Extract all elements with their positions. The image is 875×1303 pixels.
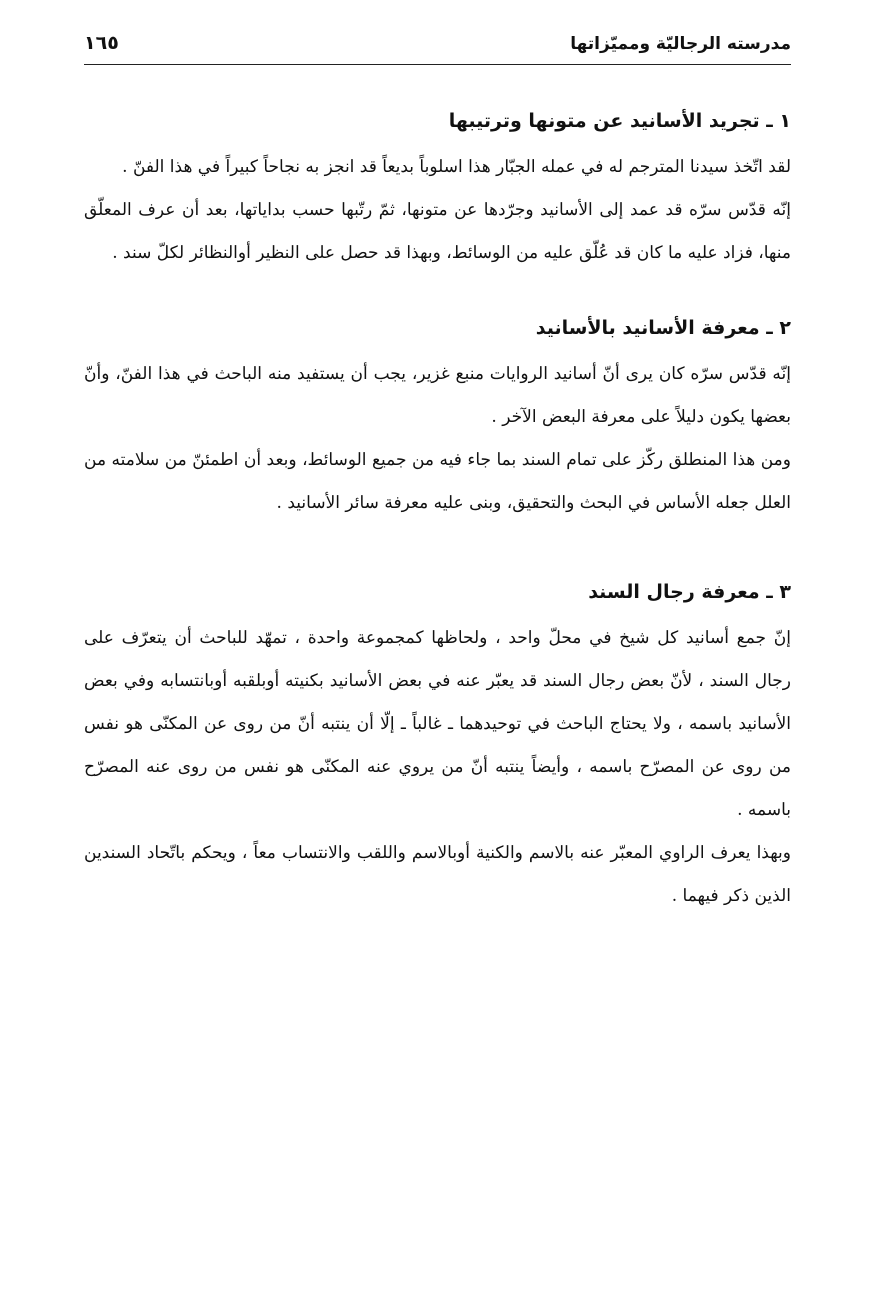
paragraph: إنّه قدّس سرّه كان يرى أنّ أسانيد الروايات منبع غزير، يجب أن يستفيد منه الباحث في هذا الفنّ، وأنّ بعضها يكون دليلاً على معرفة البعض الآخر . <box>84 364 791 427</box>
paragraph: إنّ جمع أسانيد كل شيخ في محلّ واحد ، ولحاظها كمجموعة واحدة ، تمهّد للباحث أن يتعرّف على رجال السند ، لأنّ بعض رجال السند قد يعبّر عنه في بعض الأسانيد بكنيته أوبلقبه أوبانتسابه وفي بعض الأسانيد باسمه ، ولا يحتاج الباحث في توحيدهما ـ غالباً ـ إلّا أن ينتبه أنّ من روى عن المكنّى هو نفس من روى عن المصرّح باسمه ، وأيضاً ينتبه أنّ من يروي عنه المكنّى هو نفس من روى عنه المصرّح باسمه . <box>84 628 791 820</box>
running-header <box>84 30 791 65</box>
section-spacer <box>84 525 791 567</box>
section-heading: ٣ ـ معرفة رجال السند <box>588 581 791 603</box>
section-1 <box>84 96 791 275</box>
paragraph: ومن هذا المنطلق ركّز على تمام السند بما جاء فيه من جميع الوسائط، وبعد أن اطمئنّ من سلامته من العلل جعله الأساس في البحث والتحقيق، وبنى عليه معرفة سائر الأسانيد . <box>84 450 791 513</box>
paragraph: لقد اتّخذ سيدنا المترجم له في عمله الجبّار هذا اسلوباً بديعاً قد انجز به نجاحاً كبيراً في هذا الفنّ . <box>122 157 791 177</box>
page-number: ١٦٥ <box>84 32 119 54</box>
paragraph: وبهذا يعرف الراوي المعبّر عنه بالاسم والكنية أوبالاسم واللقب والانتساب معاً ، ويحكم باتّحاد السندين الذين ذكر فيهما . <box>84 843 791 906</box>
section-2 <box>84 303 791 525</box>
section-spacer <box>84 275 791 303</box>
page-body <box>84 96 791 918</box>
section-3 <box>84 567 791 918</box>
section-heading: ١ ـ تجريد الأسانيد عن متونها وترتيبها <box>448 110 791 132</box>
section-heading: ٢ ـ معرفة الأسانيد بالأسانيد <box>535 317 791 339</box>
running-title: مدرسته الرجاليّة ومميّزاتها <box>570 34 791 54</box>
paragraph: إنّه قدّس سرّه قد عمد إلى الأسانيد وجرّدها عن متونها، ثمّ رتّبها حسب بداياتها، بعد أن عرف المعلّق منها، فزاد عليه ما كان قد عُلّق عليه من الوسائط، وبهذا قد حصل على النظير أوالنظائر لكلّ سند . <box>84 200 791 263</box>
